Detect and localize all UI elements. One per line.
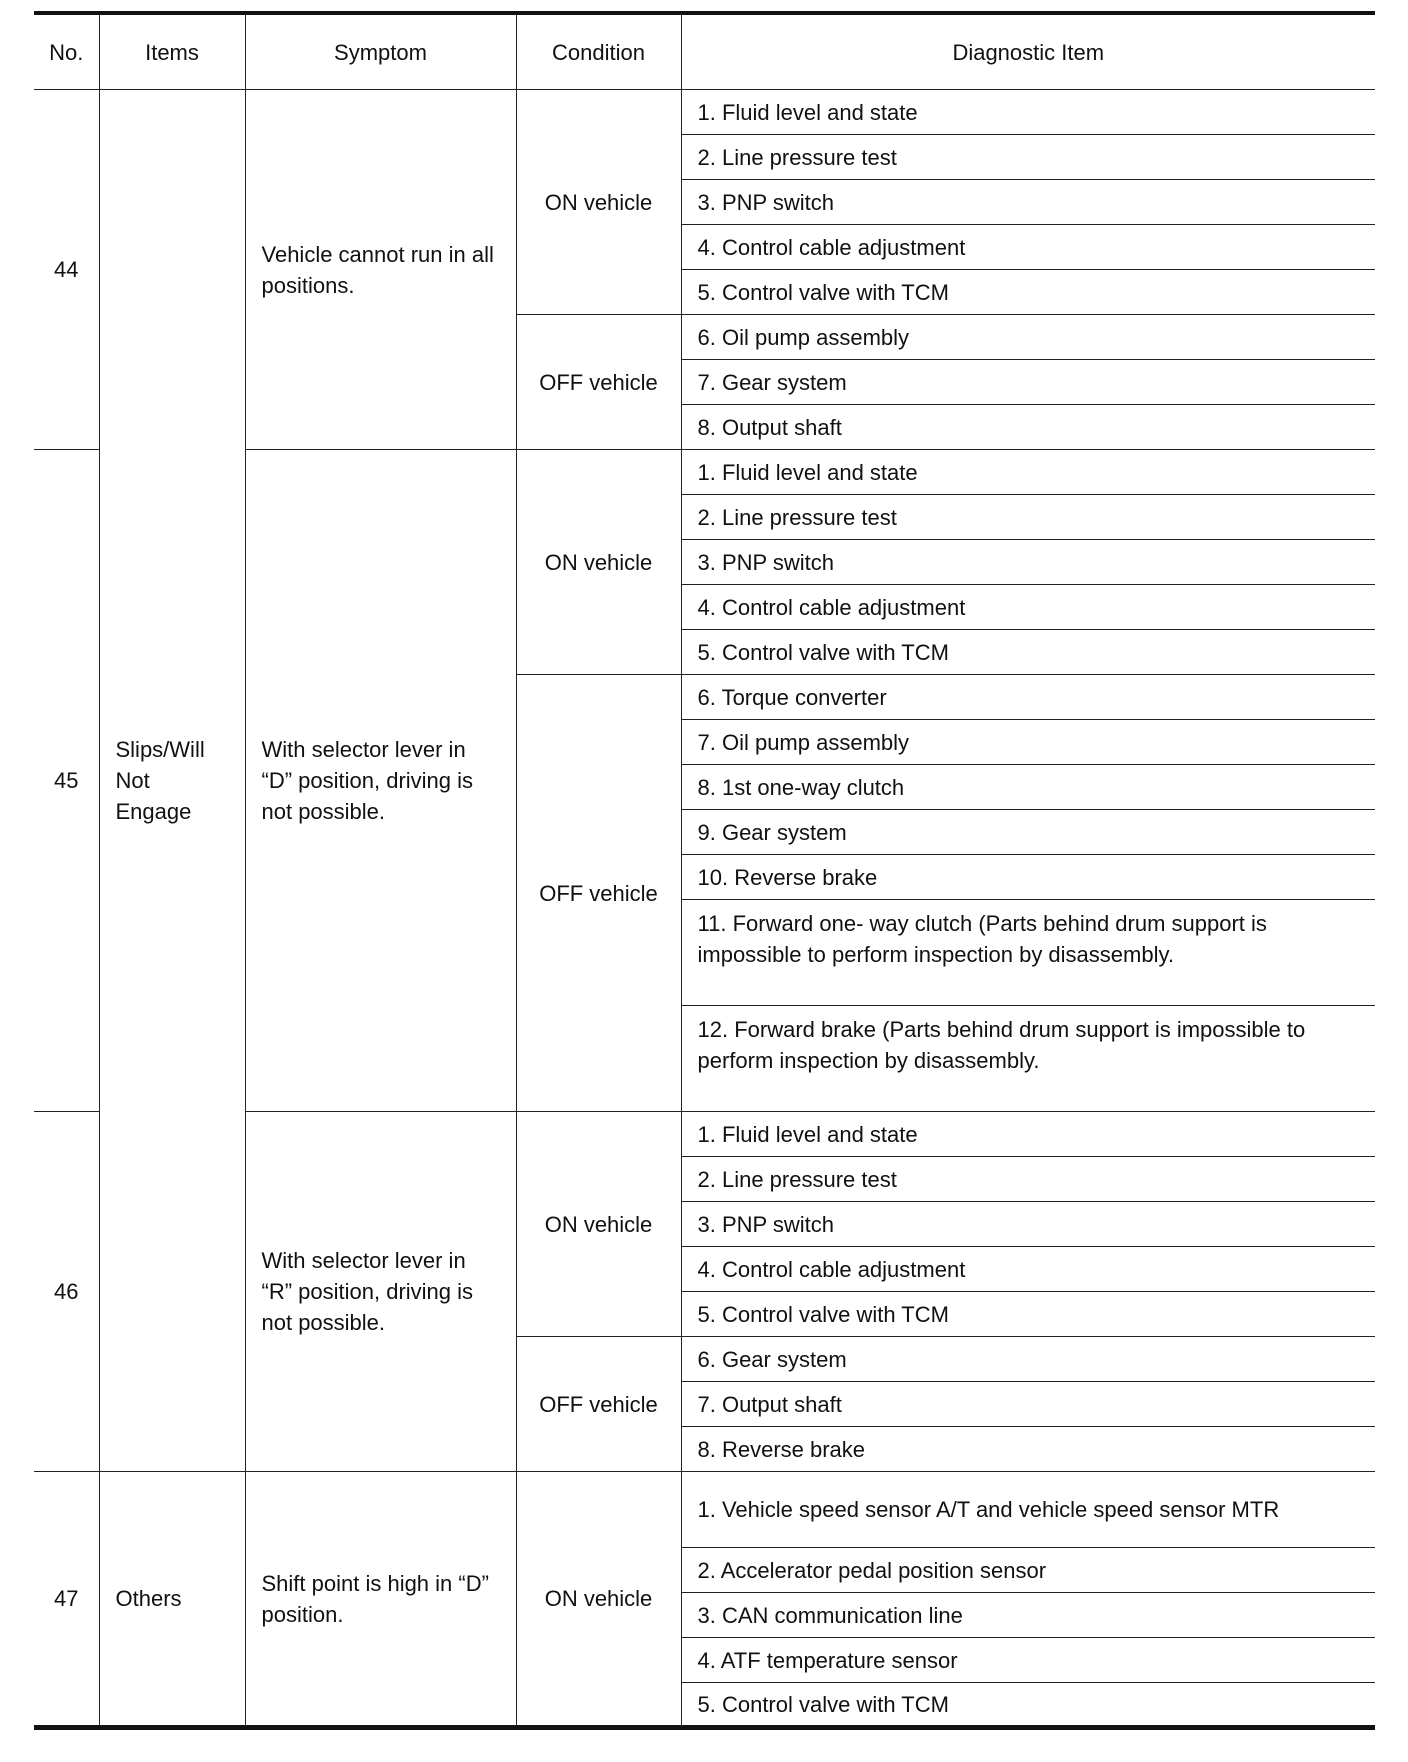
diagnostic-item: 7. Oil pump assembly bbox=[681, 720, 1375, 765]
header-diagnostic-item: Diagnostic Item bbox=[681, 13, 1375, 90]
diagnostic-item: 4. Control cable adjustment bbox=[681, 1247, 1375, 1292]
table-row bbox=[34, 90, 1375, 135]
diagnostic-item: 3. PNP switch bbox=[681, 180, 1375, 225]
diagnostic-item: 1. Vehicle speed sensor A/T and vehicle speed sensor MTR bbox=[681, 1472, 1375, 1548]
diagnostic-item: 5. Control valve with TCM bbox=[681, 1292, 1375, 1337]
row-number: 47 bbox=[34, 1472, 99, 1728]
diagnostic-item: 10. Reverse brake bbox=[681, 855, 1375, 900]
diagnostic-item: 4. ATF temperature sensor bbox=[681, 1638, 1375, 1683]
diagnostic-item: 2. Line pressure test bbox=[681, 495, 1375, 540]
condition-cell: ON vehicle bbox=[516, 90, 681, 315]
diagnostic-item: 1. Fluid level and state bbox=[681, 90, 1375, 135]
diagnostic-item: 2. Accelerator pedal position sensor bbox=[681, 1548, 1375, 1593]
diagnostic-item: 5. Control valve with TCM bbox=[681, 1683, 1375, 1728]
diagnostic-table bbox=[34, 11, 1375, 1730]
condition-cell: OFF vehicle bbox=[516, 675, 681, 1112]
row-number: 45 bbox=[34, 450, 99, 1112]
diagnostic-item: 6. Gear system bbox=[681, 1337, 1375, 1382]
header-items: Items bbox=[99, 13, 245, 90]
diagnostic-item: 11. Forward one- way clutch (Parts behind drum support is impossible to perform inspection by disassembly. bbox=[681, 900, 1375, 1006]
condition-cell: ON vehicle bbox=[516, 450, 681, 675]
header-row bbox=[34, 13, 1375, 90]
header-condition: Condition bbox=[516, 13, 681, 90]
diagnostic-item: 12. Forward brake (Parts behind drum support is impossible to perform inspection by disassembly. bbox=[681, 1006, 1375, 1112]
condition-cell: OFF vehicle bbox=[516, 1337, 681, 1472]
diagnostic-item: 4. Control cable adjustment bbox=[681, 225, 1375, 270]
condition-cell: OFF vehicle bbox=[516, 315, 681, 450]
symptom-cell: Shift point is high in “D” position. bbox=[245, 1472, 516, 1728]
symptom-cell: Vehicle cannot run in all positions. bbox=[245, 90, 516, 450]
row-number: 44 bbox=[34, 90, 99, 450]
diagnostic-item: 5. Control valve with TCM bbox=[681, 630, 1375, 675]
condition-cell: ON vehicle bbox=[516, 1472, 681, 1728]
condition-cell: ON vehicle bbox=[516, 1112, 681, 1337]
diagnostic-item: 8. 1st one-way clutch bbox=[681, 765, 1375, 810]
item-group-slips: Slips/Will Not Engage bbox=[99, 90, 245, 1472]
row-number: 46 bbox=[34, 1112, 99, 1472]
diagnostic-item: 6. Torque converter bbox=[681, 675, 1375, 720]
header-no: No. bbox=[34, 13, 99, 90]
symptom-cell: With selector lever in “R” position, driving is not possible. bbox=[245, 1112, 516, 1472]
diagnostic-item: 1. Fluid level and state bbox=[681, 1112, 1375, 1157]
diagnostic-item: 3. PNP switch bbox=[681, 540, 1375, 585]
diagnostic-item: 5. Control valve with TCM bbox=[681, 270, 1375, 315]
diagnostic-item: 1. Fluid level and state bbox=[681, 450, 1375, 495]
diagnostic-item: 4. Control cable adjustment bbox=[681, 585, 1375, 630]
diagnostic-item: 9. Gear system bbox=[681, 810, 1375, 855]
diagnostic-item: 7. Output shaft bbox=[681, 1382, 1375, 1427]
item-group-others: Others bbox=[99, 1472, 245, 1728]
header-symptom: Symptom bbox=[245, 13, 516, 90]
diagnostic-item: 3. PNP switch bbox=[681, 1202, 1375, 1247]
diagnostic-item: 8. Output shaft bbox=[681, 405, 1375, 450]
diagnostic-item: 2. Line pressure test bbox=[681, 1157, 1375, 1202]
diagnostic-item: 3. CAN communication line bbox=[681, 1593, 1375, 1638]
diagnostic-item: 2. Line pressure test bbox=[681, 135, 1375, 180]
diagnostic-item: 7. Gear system bbox=[681, 360, 1375, 405]
diagnostic-item: 6. Oil pump assembly bbox=[681, 315, 1375, 360]
diagnostic-item: 8. Reverse brake bbox=[681, 1427, 1375, 1472]
symptom-cell: With selector lever in “D” position, driving is not possible. bbox=[245, 450, 516, 1112]
table-row bbox=[34, 1472, 1375, 1548]
